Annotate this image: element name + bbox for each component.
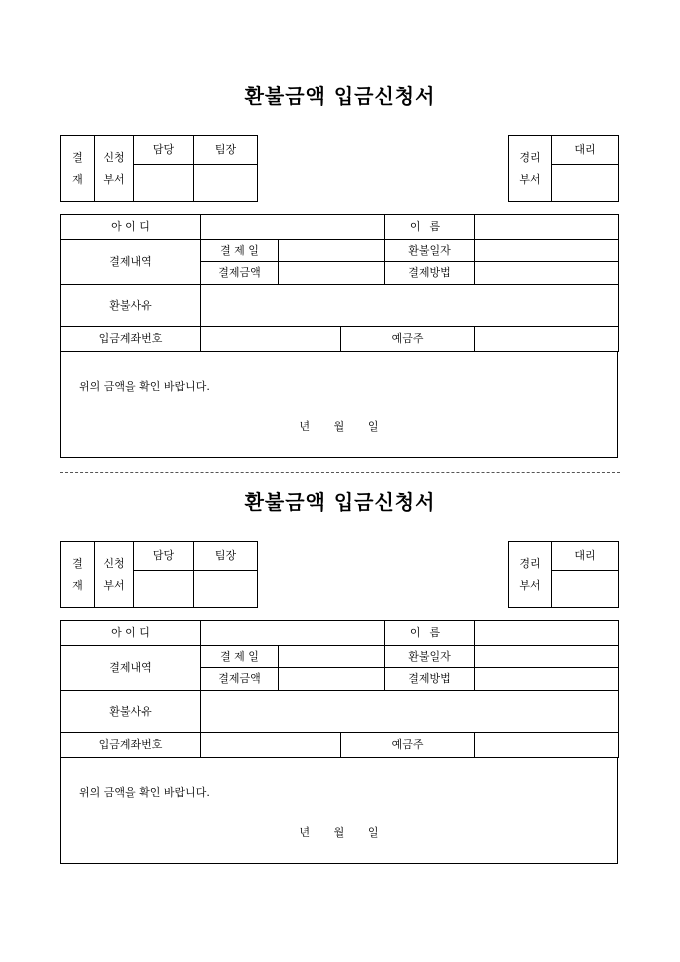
confirmation-box: [60, 352, 618, 458]
cut-line: [60, 472, 620, 473]
payment-amount-label: 결제금액: [201, 668, 279, 691]
day-label: 일: [367, 826, 379, 839]
accounting-dept-label: 경리 부서: [509, 542, 552, 608]
requesting-dept-label: 신청 부서: [95, 136, 134, 202]
payment-method-field[interactable]: [475, 668, 619, 691]
payment-amount-field[interactable]: [279, 668, 385, 691]
team-lead-sign-cell[interactable]: [194, 571, 258, 608]
year-label: 년: [299, 826, 311, 839]
account-holder-label: 예금주: [341, 327, 475, 352]
id-field[interactable]: [201, 621, 385, 646]
approval-box-left: [60, 541, 258, 608]
id-label: 아 이 디: [61, 215, 201, 240]
account-number-label: 입금계좌번호: [61, 733, 201, 758]
form-title: 환불금액 입금신청서: [244, 490, 436, 514]
role-manager-label: 담당: [134, 136, 194, 165]
refund-date-label: 환불일자: [385, 646, 475, 668]
payment-method-field[interactable]: [475, 262, 619, 285]
manager-sign-cell[interactable]: [134, 571, 194, 608]
role-team-lead-label: 팀장: [194, 136, 258, 165]
approval-box-right: [508, 541, 619, 608]
name-field[interactable]: [475, 621, 619, 646]
payment-method-label: 결제방법: [385, 668, 475, 691]
confirmation-box: [60, 758, 618, 864]
account-number-label: 입금계좌번호: [61, 327, 201, 352]
payment-details-label: 결제내역: [61, 646, 201, 691]
account-holder-label: 예금주: [341, 733, 475, 758]
account-holder-field[interactable]: [475, 733, 619, 758]
name-label: 이름: [385, 621, 475, 646]
manager-sign-cell[interactable]: [134, 165, 194, 202]
approval-box-left: [60, 135, 258, 202]
id-label: 아 이 디: [61, 621, 201, 646]
refund-reason-field[interactable]: [201, 691, 619, 733]
refund-date-field[interactable]: [475, 646, 619, 668]
approval-label: 결 재: [61, 136, 95, 202]
payment-amount-label: 결제금액: [201, 262, 279, 285]
month-label: 월: [333, 826, 345, 839]
refund-reason-field[interactable]: [201, 285, 619, 327]
payment-method-label: 결제방법: [385, 262, 475, 285]
refund-date-field[interactable]: [475, 240, 619, 262]
account-number-field[interactable]: [201, 327, 341, 352]
name-field[interactable]: [475, 215, 619, 240]
year-label: 년: [299, 420, 311, 433]
confirmation-text: 위의 금액을 확인 바랍니다.: [79, 786, 210, 799]
refund-details-table: [60, 214, 619, 352]
refund-details-table: [60, 620, 619, 758]
month-label: 월: [333, 420, 345, 433]
refund-reason-label: 환불사유: [61, 691, 201, 733]
role-manager-label: 담당: [134, 542, 194, 571]
payment-details-label: 결제내역: [61, 240, 201, 285]
payment-date-label: 결 제 일: [201, 646, 279, 668]
role-assistant-manager-label: 대리: [552, 136, 619, 165]
accounting-dept-label: 경리 부서: [509, 136, 552, 202]
account-holder-field[interactable]: [475, 327, 619, 352]
role-team-lead-label: 팀장: [194, 542, 258, 571]
requesting-dept-label: 신청 부서: [95, 542, 134, 608]
account-number-field[interactable]: [201, 733, 341, 758]
refund-reason-label: 환불사유: [61, 285, 201, 327]
name-label: 이름: [385, 215, 475, 240]
payment-date-label: 결 제 일: [201, 240, 279, 262]
approval-box-right: [508, 135, 619, 202]
approval-label: 결 재: [61, 542, 95, 608]
payment-date-field[interactable]: [279, 240, 385, 262]
role-assistant-manager-label: 대리: [552, 542, 619, 571]
date-line: [61, 418, 617, 434]
team-lead-sign-cell[interactable]: [194, 165, 258, 202]
confirmation-text: 위의 금액을 확인 바랍니다.: [79, 380, 210, 393]
refund-date-label: 환불일자: [385, 240, 475, 262]
payment-date-field[interactable]: [279, 646, 385, 668]
payment-amount-field[interactable]: [279, 262, 385, 285]
form-title: 환불금액 입금신청서: [244, 84, 436, 108]
day-label: 일: [367, 420, 379, 433]
date-line: [61, 824, 617, 840]
assistant-manager-sign-cell[interactable]: [552, 571, 619, 608]
id-field[interactable]: [201, 215, 385, 240]
assistant-manager-sign-cell[interactable]: [552, 165, 619, 202]
